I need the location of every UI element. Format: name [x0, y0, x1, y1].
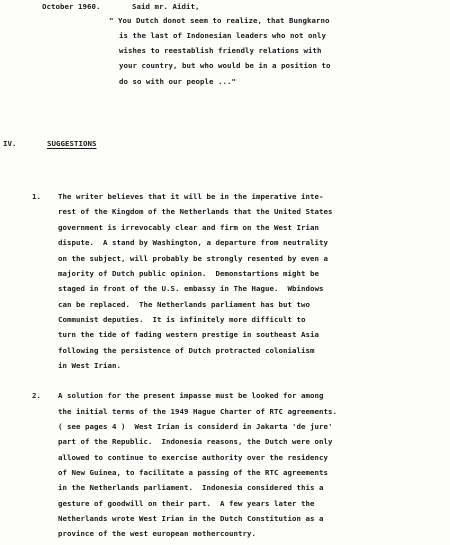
item-line: on the subject, will probably be strongly resented by even a	[58, 254, 328, 263]
item-line: of New Guinea, to facilitate a passing of the RTC agreements	[58, 468, 328, 477]
item-line: majority of Dutch public opinion. Demonstartions might be	[58, 269, 319, 278]
item-line: allowed to continue to exercise authority over the residency	[58, 453, 328, 462]
quote-date: October 1960.	[42, 2, 101, 11]
quote-line: " You Dutch donot seem to realize, that Bungkarno	[109, 16, 330, 25]
item-line: Netherlands wrote West Irian in the Dutch Constitution as a	[58, 514, 324, 523]
item-line: A solution for the present impasse must be looked for among	[58, 391, 324, 400]
quote-speaker: Said mr. Aidit,	[132, 2, 200, 11]
quote-line: wishes to reestablish friendly relations with	[119, 46, 322, 55]
item-line: the initial terms of the 1949 Hague Charter of RTC agreements.	[58, 407, 337, 416]
item-number: 1.	[32, 192, 41, 201]
section-heading: SUGGESTIONS	[47, 139, 97, 148]
item-line: turn the tide of fading western prestige in southeast Asia	[58, 330, 319, 339]
section-numeral: IV.	[3, 139, 17, 148]
item-number: 2.	[32, 391, 41, 400]
item-line: in the Netherlands parliament. Indonesia considered this a	[58, 483, 324, 492]
item-line: ( see pages 4 ) West Irian is considerd in Jakarta 'de jure'	[58, 422, 333, 431]
quote-line: is the last of Indonesian leaders who not only	[119, 31, 326, 40]
quote-line: do so with our people ..."	[119, 77, 236, 86]
item-line: following the persistence of Dutch protracted colonialism	[58, 346, 315, 355]
item-line: dispute. A stand by Washington, a departure from neutrality	[58, 238, 328, 247]
item-line: government is irrevocably clear and firm on the West Irian	[58, 223, 319, 232]
item-line: in West Irian.	[58, 361, 121, 370]
item-line: staged in front of the U.S. embassy in The Hague. Wbindows	[58, 284, 324, 293]
item-line: gesture of goodwill on their part. A few years later the	[58, 499, 315, 508]
item-line: can be replaced. The Netherlands parliament has but two	[58, 300, 310, 309]
item-line: The writer believes that it will be in the imperative inte-	[58, 192, 324, 201]
item-line: rest of the Kingdom of the Netherlands that the United States	[58, 207, 333, 216]
item-line: Communist deputies. It is infinitely more difficult to	[58, 315, 306, 324]
item-line: province of the west european mothercountry.	[58, 529, 256, 538]
quote-line: your country, but who would be in a position to	[119, 61, 331, 70]
item-line: part of the Republic. Indonesia reasons, the Dutch were only	[58, 437, 333, 446]
